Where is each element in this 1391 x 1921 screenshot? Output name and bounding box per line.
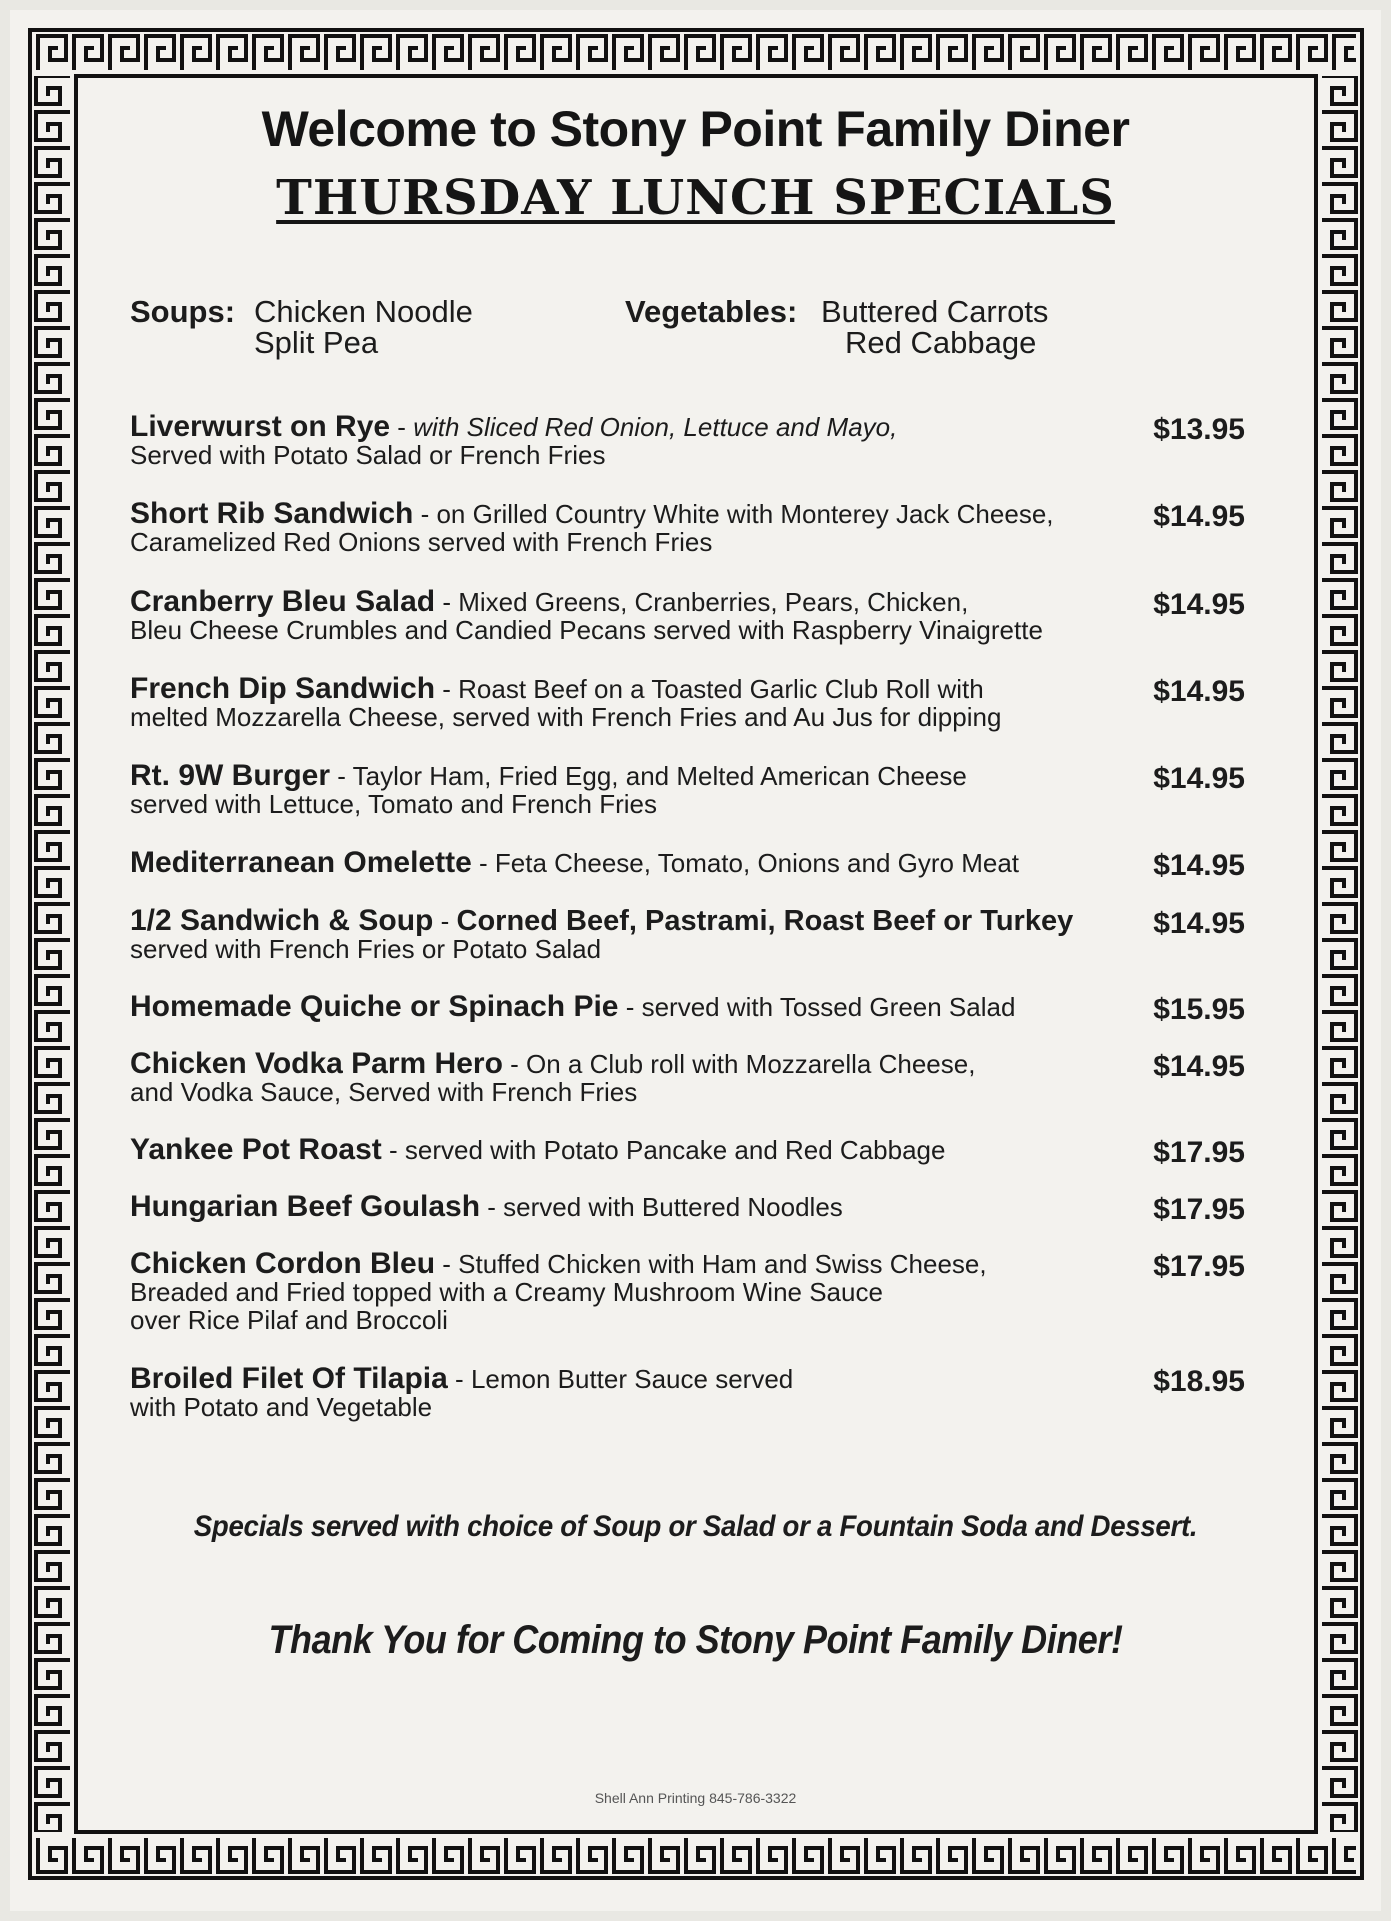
specials-title: THURSDAY LUNCH SPECIALS	[276, 170, 1115, 226]
menu-item: Hungarian Beef Goulash - served with Buttered Noodles $17.95	[130, 1190, 1245, 1226]
item-price: $14.95	[1153, 907, 1245, 940]
thank-you-message: Thank You for Coming to Stony Point Family Diner!	[268, 1618, 1123, 1662]
item-name: Hungarian Beef Goulash	[130, 1190, 481, 1223]
item-desc: Stuffed Chicken with Ham and Swiss Cheese,	[458, 1249, 987, 1279]
item-desc: served with French Fries or Potato Salad	[130, 934, 602, 964]
item-price: $14.95	[1153, 588, 1245, 621]
item-price: $15.95	[1153, 993, 1245, 1026]
item-desc: Lemon Butter Sauce served	[470, 1364, 794, 1394]
item-name: Liverwurst on Rye	[130, 410, 391, 443]
item-price: $17.95	[1153, 1250, 1245, 1283]
menu-item: Mediterranean Omelette - Feta Cheese, Tomato, Onions and Gyro Meat $14.95	[130, 846, 1245, 882]
item-name: Rt. 9W Burger	[130, 759, 331, 792]
item-price: $14.95	[1153, 1050, 1245, 1083]
menu-item: French Dip Sandwich - Roast Beef on a Toasted Garlic Club Roll with melted Mozzarella Cheese, served with French Fries and Au Jus for dipping $14.95	[130, 672, 1245, 732]
item-desc: Corned Beef, Pastrami, Roast Beef or Turkey	[456, 905, 1074, 937]
item-desc: Bleu Cheese Crumbles and Candied Pecans served with Raspberry Vinaigrette	[130, 615, 1043, 645]
soup-item: Split Pea	[254, 325, 379, 360]
item-desc: served with Tossed Green Salad	[641, 992, 1016, 1022]
vegetable-item: Buttered Carrots	[821, 294, 1049, 329]
item-price: $18.95	[1153, 1365, 1245, 1398]
item-name: 1/2 Sandwich & Soup	[130, 904, 434, 937]
item-desc: Breaded and Fried topped with a Creamy Mushroom Wine Sauce	[130, 1277, 883, 1307]
item-name: Broiled Filet Of Tilapia	[130, 1362, 448, 1395]
item-desc: Caramelized Red Onions served with French Fries	[130, 527, 713, 557]
menu-item: Cranberry Bleu Salad - Mixed Greens, Cranberries, Pears, Chicken, Bleu Cheese Crumbles and Candied Pecans served with Raspberry Vinaigrette $14.95	[130, 585, 1245, 645]
item-name: French Dip Sandwich	[130, 672, 436, 705]
item-name: Chicken Vodka Parm Hero	[130, 1047, 503, 1080]
menu-item: Broiled Filet Of Tilapia - Lemon Butter Sauce served with Potato and Vegetable $18.95	[130, 1362, 1245, 1422]
menu-item: Chicken Cordon Bleu - Stuffed Chicken with Ham and Swiss Cheese, Breaded and Fried topped with a Creamy Mushroom Wine Sauce over Rice Pilaf and Broccoli $17.95	[130, 1247, 1245, 1335]
item-name: Mediterranean Omelette	[130, 846, 472, 879]
vegetable-item: Red Cabbage	[845, 325, 1037, 360]
item-desc: served with Buttered Noodles	[503, 1192, 843, 1222]
menu-item: Short Rib Sandwich - on Grilled Country White with Monterey Jack Cheese, Caramelized Red Onions served with French Fries $14.95	[130, 497, 1245, 557]
menu-item: 1/2 Sandwich & Soup - Corned Beef, Pastrami, Roast Beef or Turkey served with French Fries or Potato Salad $14.95	[130, 904, 1245, 964]
item-desc: Feta Cheese, Tomato, Onions and Gyro Meat	[494, 848, 1020, 878]
item-price: $17.95	[1153, 1136, 1245, 1169]
menu-item: Chicken Vodka Parm Hero - On a Club roll with Mozzarella Cheese, and Vodka Sauce, Served with French Fries $14.95	[130, 1047, 1245, 1107]
item-desc: and Vodka Sauce, Served with French Fries	[130, 1077, 638, 1107]
item-desc: served with Lettuce, Tomato and French Fries	[130, 789, 657, 819]
menu-item: Yankee Pot Roast - served with Potato Pancake and Red Cabbage $17.95	[130, 1133, 1245, 1169]
item-desc: melted Mozzarella Cheese, served with French Fries and Au Jus for dipping	[130, 702, 1002, 732]
soups-label: Soups:	[130, 294, 236, 329]
item-name: Chicken Cordon Bleu	[130, 1247, 436, 1280]
vegetables-label: Vegetables:	[625, 294, 798, 329]
item-name: Yankee Pot Roast	[130, 1133, 382, 1166]
menu-item: Homemade Quiche or Spinach Pie - served with Tossed Green Salad $15.95	[130, 990, 1245, 1026]
item-desc: On a Club roll with Mozzarella Cheese,	[526, 1049, 976, 1079]
item-name: Short Rib Sandwich	[130, 497, 414, 530]
specials-note: Specials served with choice of Soup or Salad or a Fountain Soda and Dessert.	[193, 1510, 1198, 1543]
item-price: $17.95	[1153, 1193, 1245, 1226]
item-desc: Taylor Ham, Fried Egg, and Melted American Cheese	[352, 761, 967, 791]
item-desc: on Grilled Country White with Monterey Jack Cheese,	[436, 499, 1054, 529]
item-desc: Served with Potato Salad or French Fries	[130, 440, 606, 470]
soup-item: Chicken Noodle	[254, 294, 473, 329]
item-desc: with Potato and Vegetable	[130, 1392, 433, 1422]
item-desc: served with Potato Pancake and Red Cabbage	[404, 1135, 946, 1165]
menu-item: Rt. 9W Burger - Taylor Ham, Fried Egg, and Melted American Cheese served with Lettuce, Tomato and French Fries $14.95	[130, 759, 1245, 819]
printer-credit: Shell Ann Printing 845-786-3322	[594, 1790, 797, 1806]
item-name: Cranberry Bleu Salad	[130, 585, 436, 618]
item-price: $14.95	[1153, 675, 1245, 708]
item-name: Homemade Quiche or Spinach Pie	[130, 990, 619, 1023]
item-price: $14.95	[1153, 762, 1245, 795]
menu-item: Liverwurst on Rye - with Sliced Red Onion, Lettuce and Mayo, Served with Potato Salad or French Fries $13.95	[130, 410, 1245, 470]
item-desc: Roast Beef on a Toasted Garlic Club Roll with	[458, 674, 984, 704]
item-price: $14.95	[1153, 500, 1245, 533]
welcome-title: Welcome to Stony Point Family Diner	[261, 101, 1130, 157]
item-desc: over Rice Pilaf and Broccoli	[130, 1305, 448, 1335]
item-price: $13.95	[1153, 413, 1245, 446]
item-price: $14.95	[1153, 849, 1245, 882]
item-desc: Mixed Greens, Cranberries, Pears, Chicken,	[458, 587, 969, 617]
item-desc: with Sliced Red Onion, Lettuce and Mayo,	[413, 412, 898, 442]
